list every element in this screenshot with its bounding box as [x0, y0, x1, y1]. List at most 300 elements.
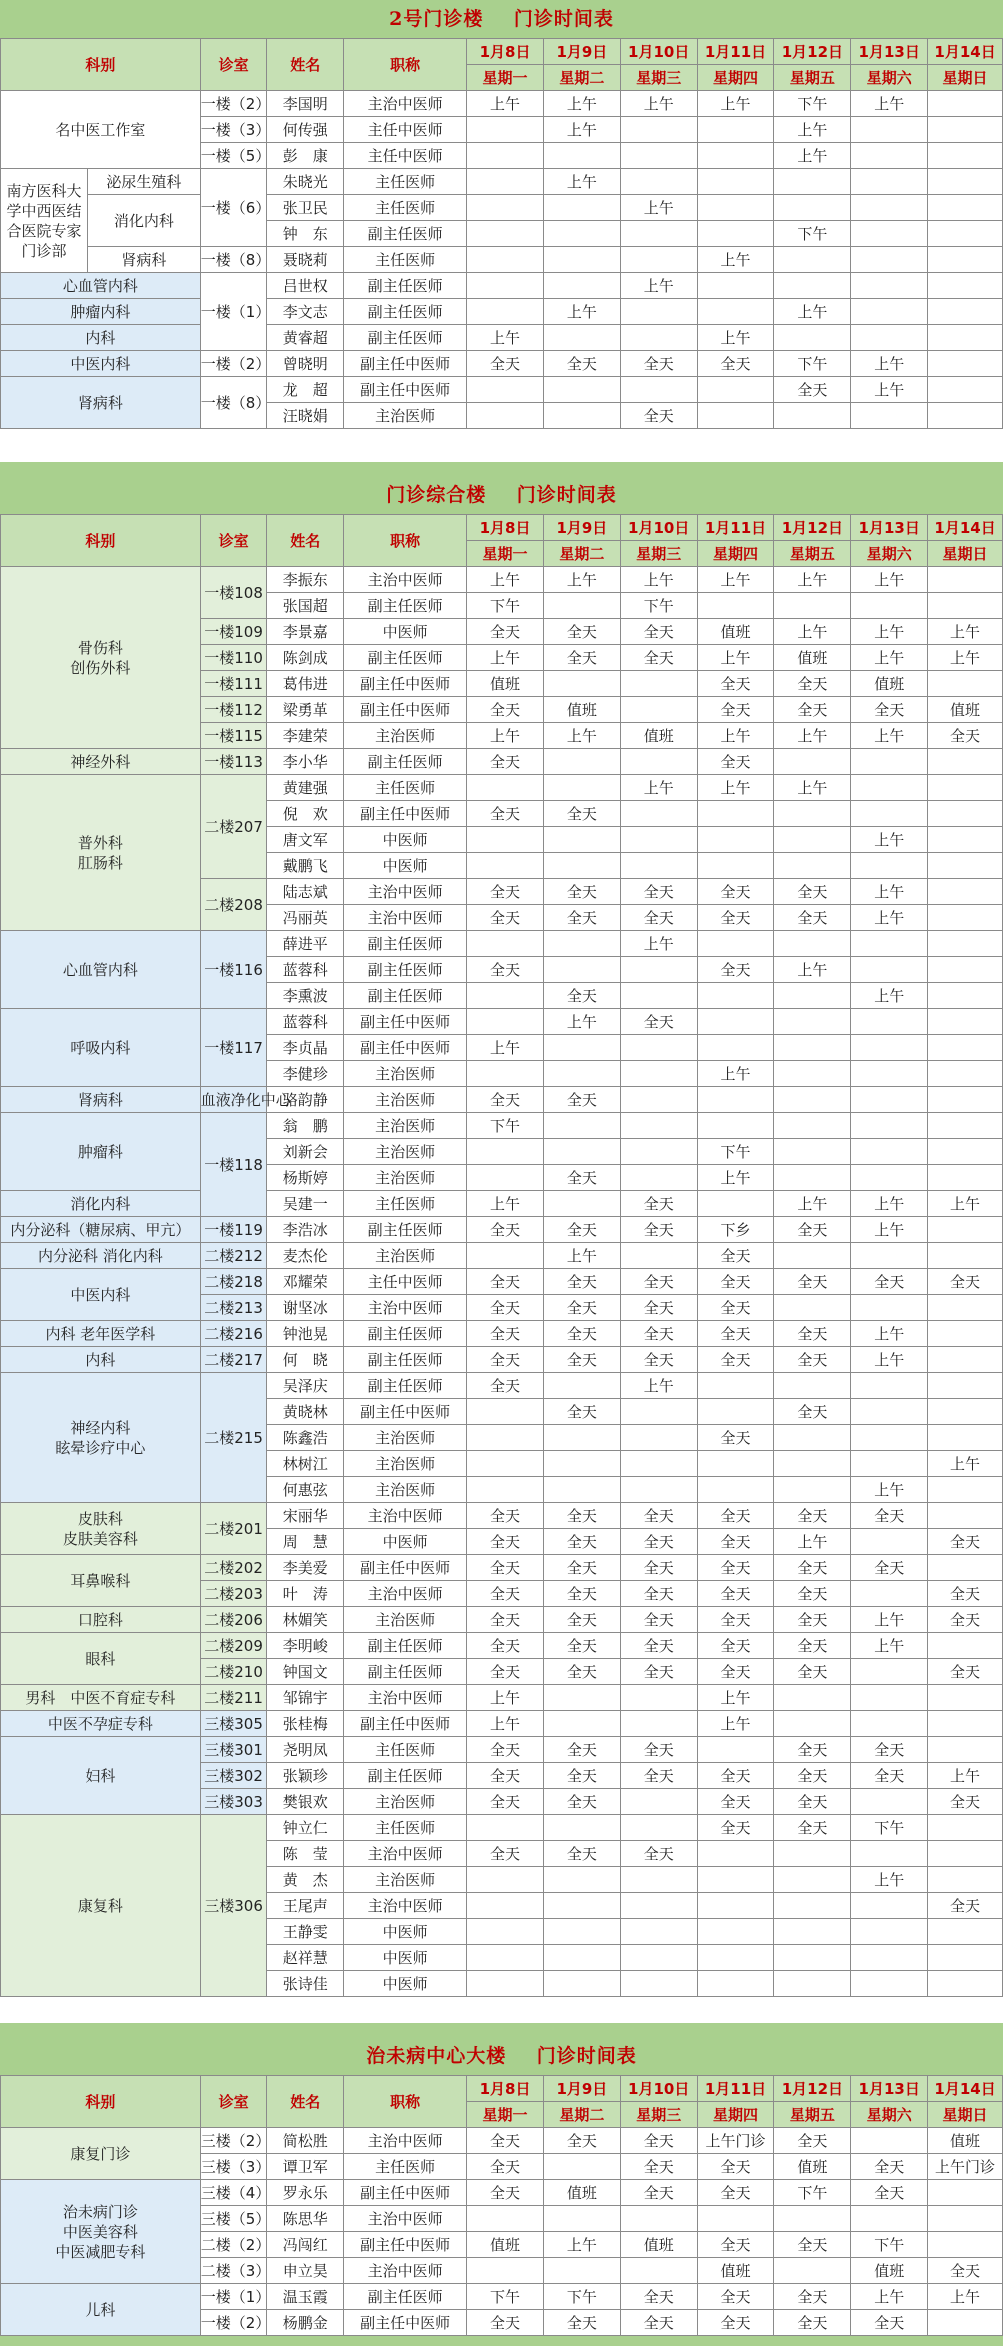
header-dept: 科别 — [1, 39, 201, 91]
slot-d12: 全天 — [774, 1321, 851, 1347]
slot-d12: 上午 — [774, 1191, 851, 1217]
slot-d12 — [774, 1243, 851, 1269]
header-date: 1月14日 — [928, 39, 1003, 65]
header-weekday: 星期日 — [928, 541, 1003, 567]
table-row — [1, 1269, 1003, 1295]
slot-d12: 全天 — [774, 1607, 851, 1633]
table-row — [1, 2128, 1003, 2154]
slot-d12: 全天 — [774, 879, 851, 905]
slot-d8: 全天 — [467, 1737, 544, 1763]
room-cell: 一楼（3） — [200, 117, 267, 143]
doctor-title: 副主任中医师 — [344, 1035, 467, 1061]
room-cell: 二楼209 — [200, 1633, 267, 1659]
doctor-name: 陈 莹 — [267, 1841, 344, 1867]
slot-d13: 全天 — [851, 2154, 928, 2180]
schedule-table — [0, 2075, 1003, 2336]
slot-d12: 全天 — [774, 1737, 851, 1763]
slot-d9 — [543, 931, 620, 957]
slot-d11: 全天 — [697, 1555, 774, 1581]
slot-d11: 全天 — [697, 671, 774, 697]
room-cell: 一楼108 — [200, 567, 267, 619]
slot-d10: 全天 — [620, 619, 697, 645]
slot-d13 — [851, 1789, 928, 1815]
slot-d11: 上午 — [697, 723, 774, 749]
slot-d10 — [620, 827, 697, 853]
slot-d14 — [928, 1711, 1003, 1737]
slot-d8 — [467, 853, 544, 879]
doctor-name: 林树江 — [267, 1451, 344, 1477]
slot-d13 — [851, 325, 928, 351]
table-row — [1, 169, 1003, 195]
slot-d12 — [774, 1295, 851, 1321]
schedule-section — [0, 2037, 1003, 2336]
room-cell: 二楼211 — [200, 1685, 267, 1711]
slot-d12 — [774, 827, 851, 853]
slot-d9 — [543, 2154, 620, 2180]
doctor-title: 副主任医师 — [344, 931, 467, 957]
table-row — [1, 775, 1003, 801]
slot-d14 — [928, 2310, 1003, 2336]
slot-d14 — [928, 351, 1003, 377]
doctor-name: 王尾声 — [267, 1893, 344, 1919]
slot-d10: 全天 — [620, 2154, 697, 2180]
slot-d10 — [620, 1399, 697, 1425]
slot-d13: 上午 — [851, 879, 928, 905]
slot-d12: 上午 — [774, 117, 851, 143]
slot-d10 — [620, 247, 697, 273]
slot-d14 — [928, 169, 1003, 195]
doctor-name: 龙 超 — [267, 377, 344, 403]
slot-d8 — [467, 1451, 544, 1477]
room-cell: 一楼113 — [200, 749, 267, 775]
slot-d14: 上午门诊 — [928, 2154, 1003, 2180]
header-weekday: 星期二 — [543, 65, 620, 91]
slot-d12: 全天 — [774, 1555, 851, 1581]
slot-d14 — [928, 1633, 1003, 1659]
doctor-title: 副主任医师 — [344, 957, 467, 983]
slot-d10: 全天 — [620, 1347, 697, 1373]
slot-d10 — [620, 2258, 697, 2284]
doctor-title: 主治医师 — [344, 1139, 467, 1165]
slot-d13 — [851, 1139, 928, 1165]
doctor-name: 黄 杰 — [267, 1867, 344, 1893]
slot-d10: 上午 — [620, 931, 697, 957]
slot-d9: 全天 — [543, 1581, 620, 1607]
doctor-name: 林媚笑 — [267, 1607, 344, 1633]
slot-d14 — [928, 1685, 1003, 1711]
header-date: 1月11日 — [697, 2076, 774, 2102]
slot-d14 — [928, 1061, 1003, 1087]
doctor-name: 吴建一 — [267, 1191, 344, 1217]
slot-d13: 上午 — [851, 1607, 928, 1633]
slot-d10 — [620, 1893, 697, 1919]
doctor-title: 主治中医师 — [344, 567, 467, 593]
slot-d8: 上午 — [467, 567, 544, 593]
slot-d12 — [774, 1165, 851, 1191]
slot-d9 — [543, 957, 620, 983]
room-cell: 三楼（3） — [200, 2154, 267, 2180]
slot-d13: 上午 — [851, 1347, 928, 1373]
table-row — [1, 1633, 1003, 1659]
doctor-title: 主任医师 — [344, 1191, 467, 1217]
slot-d11: 全天 — [697, 1269, 774, 1295]
table-row — [1, 273, 1003, 299]
doctor-title: 副主任中医师 — [344, 351, 467, 377]
doctor-title: 副主任医师 — [344, 1321, 467, 1347]
slot-d8 — [467, 1061, 544, 1087]
slot-d8 — [467, 403, 544, 429]
doctor-title: 主治中医师 — [344, 1581, 467, 1607]
slot-d11 — [697, 1867, 774, 1893]
slot-d12 — [774, 1971, 851, 1997]
slot-d14 — [928, 1399, 1003, 1425]
slot-d12 — [774, 247, 851, 273]
slot-d9: 全天 — [543, 1529, 620, 1555]
slot-d11 — [697, 931, 774, 957]
room-cell: 一楼109 — [200, 619, 267, 645]
slot-d9: 上午 — [543, 1009, 620, 1035]
slot-d14 — [928, 2180, 1003, 2206]
doctor-name: 李浩冰 — [267, 1217, 344, 1243]
doctor-name: 朱晓光 — [267, 169, 344, 195]
slot-d8: 全天 — [467, 1659, 544, 1685]
slot-d14 — [928, 749, 1003, 775]
slot-d8 — [467, 1009, 544, 1035]
slot-d8: 下午 — [467, 2284, 544, 2310]
header-date: 1月9日 — [543, 515, 620, 541]
header-name: 姓名 — [267, 39, 344, 91]
table-row — [1, 2284, 1003, 2310]
slot-d13: 上午 — [851, 905, 928, 931]
slot-d11 — [697, 801, 774, 827]
doctor-title: 副主任中医师 — [344, 377, 467, 403]
table-row — [1, 749, 1003, 775]
slot-d8 — [467, 1815, 544, 1841]
slot-d9: 全天 — [543, 1347, 620, 1373]
slot-d9: 全天 — [543, 645, 620, 671]
slot-d11: 全天 — [697, 1529, 774, 1555]
slot-d10 — [620, 2206, 697, 2232]
slot-d11: 全天 — [697, 1607, 774, 1633]
department-cell: 心血管内科 — [1, 273, 201, 299]
slot-d8: 全天 — [467, 1269, 544, 1295]
slot-d13: 上午 — [851, 377, 928, 403]
department-cell: 南方医科大学中西医结合医院专家门诊部 — [1, 169, 88, 273]
slot-d12 — [774, 593, 851, 619]
slot-d8: 全天 — [467, 957, 544, 983]
slot-d10 — [620, 853, 697, 879]
doctor-title: 副主任医师 — [344, 299, 467, 325]
doctor-name: 黄晓林 — [267, 1399, 344, 1425]
slot-d12: 上午 — [774, 957, 851, 983]
slot-d14 — [928, 879, 1003, 905]
table-row — [1, 91, 1003, 117]
doctor-name: 汪晓娟 — [267, 403, 344, 429]
slot-d13 — [851, 403, 928, 429]
doctor-name: 李美爱 — [267, 1555, 344, 1581]
slot-d10: 全天 — [620, 351, 697, 377]
slot-d10 — [620, 221, 697, 247]
slot-d14: 上午 — [928, 1191, 1003, 1217]
slot-d12: 下午 — [774, 221, 851, 247]
department-cell: 中医内科 — [1, 351, 201, 377]
doctor-name: 李国明 — [267, 91, 344, 117]
slot-d14 — [928, 567, 1003, 593]
slot-d13 — [851, 1711, 928, 1737]
department-cell: 心血管内科 — [1, 931, 201, 1009]
slot-d13: 全天 — [851, 1269, 928, 1295]
doctor-name: 简松胜 — [267, 2128, 344, 2154]
slot-d13 — [851, 1685, 928, 1711]
slot-d9 — [543, 853, 620, 879]
room-cell: 三楼303 — [200, 1789, 267, 1815]
slot-d11 — [697, 143, 774, 169]
room-cell: 二楼213 — [200, 1295, 267, 1321]
slot-d10: 上午 — [620, 775, 697, 801]
room-cell: 二楼217 — [200, 1347, 267, 1373]
slot-d9: 上午 — [543, 567, 620, 593]
slot-d11: 下午 — [697, 1139, 774, 1165]
doctor-name: 邓耀荣 — [267, 1269, 344, 1295]
slot-d8: 全天 — [467, 1529, 544, 1555]
slot-d11 — [697, 1373, 774, 1399]
slot-d9: 全天 — [543, 1165, 620, 1191]
header-date: 1月14日 — [928, 515, 1003, 541]
slot-d12: 全天 — [774, 2128, 851, 2154]
doctor-name: 陈思华 — [267, 2206, 344, 2232]
slot-d10: 全天 — [620, 1841, 697, 1867]
slot-d9 — [543, 1971, 620, 1997]
room-cell: 三楼305 — [200, 1711, 267, 1737]
slot-d14 — [928, 1555, 1003, 1581]
doctor-name: 张桂梅 — [267, 1711, 344, 1737]
doctor-title: 主治中医师 — [344, 1893, 467, 1919]
doctor-title: 主治中医师 — [344, 2258, 467, 2284]
room-cell: 一楼110 — [200, 645, 267, 671]
doctor-title: 副主任中医师 — [344, 801, 467, 827]
header-weekday: 星期日 — [928, 2102, 1003, 2128]
slot-d11: 全天 — [697, 1503, 774, 1529]
department-cell: 肿瘤内科 — [1, 299, 201, 325]
doctor-name: 李小华 — [267, 749, 344, 775]
doctor-name: 蓝蓉科 — [267, 1009, 344, 1035]
room-cell: 二楼208 — [200, 879, 267, 931]
slot-d11: 上午 — [697, 1165, 774, 1191]
slot-d14 — [928, 1425, 1003, 1451]
slot-d11: 全天 — [697, 2310, 774, 2336]
slot-d10 — [620, 1789, 697, 1815]
slot-d9 — [543, 1139, 620, 1165]
room-cell: 二楼202 — [200, 1555, 267, 1581]
doctor-name: 冯闯红 — [267, 2232, 344, 2258]
slot-d13 — [851, 775, 928, 801]
doctor-name: 黄建强 — [267, 775, 344, 801]
slot-d12: 全天 — [774, 905, 851, 931]
slot-d8: 全天 — [467, 1321, 544, 1347]
header-weekday: 星期六 — [851, 65, 928, 91]
slot-d13: 下午 — [851, 1815, 928, 1841]
slot-d14 — [928, 931, 1003, 957]
slot-d14: 全天 — [928, 1789, 1003, 1815]
slot-d13 — [851, 1659, 928, 1685]
header-date: 1月9日 — [543, 2076, 620, 2102]
slot-d9: 全天 — [543, 879, 620, 905]
slot-d11: 全天 — [697, 2284, 774, 2310]
slot-d14: 全天 — [928, 1893, 1003, 1919]
slot-d14 — [928, 91, 1003, 117]
slot-d11 — [697, 1009, 774, 1035]
slot-d11 — [697, 1451, 774, 1477]
slot-d9: 值班 — [543, 697, 620, 723]
room-cell: 一楼119 — [200, 1217, 267, 1243]
slot-d12: 上午 — [774, 619, 851, 645]
slot-d11: 全天 — [697, 957, 774, 983]
slot-d11 — [697, 1399, 774, 1425]
header-room: 诊室 — [200, 2076, 267, 2128]
slot-d9: 全天 — [543, 905, 620, 931]
doctor-title: 主治医师 — [344, 1243, 467, 1269]
table-row — [1, 1009, 1003, 1035]
slot-d9 — [543, 221, 620, 247]
slot-d13 — [851, 247, 928, 273]
doctor-title: 主任医师 — [344, 775, 467, 801]
header-weekday: 星期五 — [774, 2102, 851, 2128]
slot-d8: 值班 — [467, 671, 544, 697]
doctor-title: 副主任医师 — [344, 1373, 467, 1399]
slot-d11: 全天 — [697, 1633, 774, 1659]
slot-d9: 全天 — [543, 351, 620, 377]
department-cell: 肿瘤科 — [1, 1113, 201, 1191]
header-date: 1月11日 — [697, 39, 774, 65]
slot-d8: 全天 — [467, 749, 544, 775]
doctor-title: 副主任医师 — [344, 1659, 467, 1685]
header-date: 1月12日 — [774, 515, 851, 541]
doctor-name: 张国超 — [267, 593, 344, 619]
slot-d13: 全天 — [851, 697, 928, 723]
slot-d9 — [543, 1867, 620, 1893]
slot-d8: 全天 — [467, 1581, 544, 1607]
slot-d11: 上午 — [697, 1711, 774, 1737]
slot-d12 — [774, 1087, 851, 1113]
slot-d12 — [774, 1945, 851, 1971]
slot-d10: 上午 — [620, 1373, 697, 1399]
slot-d10: 下午 — [620, 593, 697, 619]
doctor-name: 戴鹏飞 — [267, 853, 344, 879]
slot-d14 — [928, 1477, 1003, 1503]
slot-d14: 上午 — [928, 645, 1003, 671]
slot-d11: 全天 — [697, 1243, 774, 1269]
slot-d8 — [467, 377, 544, 403]
slot-d12: 全天 — [774, 1659, 851, 1685]
room-cell: 一楼（2） — [200, 91, 267, 117]
slot-d10: 全天 — [620, 905, 697, 931]
slot-d13: 上午 — [851, 619, 928, 645]
department-cell: 内分泌科 消化内科 — [1, 1243, 201, 1269]
doctor-title: 副主任医师 — [344, 325, 467, 351]
slot-d10 — [620, 1139, 697, 1165]
slot-d8 — [467, 1139, 544, 1165]
doctor-name: 邹锦宇 — [267, 1685, 344, 1711]
slot-d9 — [543, 247, 620, 273]
slot-d11 — [697, 853, 774, 879]
slot-d11: 上午 — [697, 91, 774, 117]
slot-d8 — [467, 2206, 544, 2232]
department-cell: 肾病科 — [1, 1087, 201, 1113]
doctor-title: 副主任中医师 — [344, 671, 467, 697]
doctor-title: 主治中医师 — [344, 1685, 467, 1711]
slot-d13: 全天 — [851, 1555, 928, 1581]
slot-d14 — [928, 775, 1003, 801]
slot-d13 — [851, 1165, 928, 1191]
room-cell: 一楼115 — [200, 723, 267, 749]
doctor-title: 主任医师 — [344, 1815, 467, 1841]
slot-d9: 全天 — [543, 1659, 620, 1685]
doctor-title: 主治医师 — [344, 1425, 467, 1451]
header-date: 1月8日 — [467, 2076, 544, 2102]
slot-d11: 值班 — [697, 619, 774, 645]
slot-d8: 全天 — [467, 1295, 544, 1321]
slot-d13 — [851, 1919, 928, 1945]
slot-d13 — [851, 749, 928, 775]
slot-d9 — [543, 749, 620, 775]
slot-d11: 全天 — [697, 1295, 774, 1321]
doctor-name: 温玉霞 — [267, 2284, 344, 2310]
doctor-title: 主任医师 — [344, 2154, 467, 2180]
slot-d13 — [851, 2128, 928, 2154]
header-room: 诊室 — [200, 515, 267, 567]
doctor-title: 中医师 — [344, 1529, 467, 1555]
doctor-name: 倪 欢 — [267, 801, 344, 827]
doctor-name: 张卫民 — [267, 195, 344, 221]
slot-d12 — [774, 195, 851, 221]
slot-d13 — [851, 1893, 928, 1919]
slot-d9: 全天 — [543, 619, 620, 645]
department-cell: 内科 老年医学科 — [1, 1321, 201, 1347]
slot-d13: 上午 — [851, 1217, 928, 1243]
slot-d13: 上午 — [851, 2284, 928, 2310]
table-row — [1, 1815, 1003, 1841]
department-cell: 耳鼻喉科 — [1, 1555, 201, 1607]
room-cell: 三楼（5） — [200, 2206, 267, 2232]
slot-d8: 全天 — [467, 801, 544, 827]
slot-d12: 全天 — [774, 1347, 851, 1373]
slot-d14: 全天 — [928, 1607, 1003, 1633]
doctor-title: 副主任医师 — [344, 221, 467, 247]
doctor-title: 副主任中医师 — [344, 1711, 467, 1737]
slot-d12 — [774, 1009, 851, 1035]
slot-d11 — [697, 1087, 774, 1113]
slot-d11: 值班 — [697, 2258, 774, 2284]
slot-d11: 上午门诊 — [697, 2128, 774, 2154]
table-row — [1, 1243, 1003, 1269]
doctor-title: 副主任中医师 — [344, 1399, 467, 1425]
slot-d8 — [467, 221, 544, 247]
slot-d10 — [620, 1087, 697, 1113]
slot-d14 — [928, 1217, 1003, 1243]
slot-d11: 上午 — [697, 567, 774, 593]
header-date: 1月10日 — [620, 39, 697, 65]
slot-d13 — [851, 1035, 928, 1061]
slot-d11 — [697, 1893, 774, 1919]
slot-d14: 全天 — [928, 723, 1003, 749]
slot-d8: 全天 — [467, 879, 544, 905]
slot-d10: 全天 — [620, 2310, 697, 2336]
doctor-title: 中医师 — [344, 1971, 467, 1997]
slot-d12 — [774, 1113, 851, 1139]
slot-d9 — [543, 377, 620, 403]
slot-d13: 全天 — [851, 2180, 928, 2206]
doctor-title: 副主任中医师 — [344, 1555, 467, 1581]
